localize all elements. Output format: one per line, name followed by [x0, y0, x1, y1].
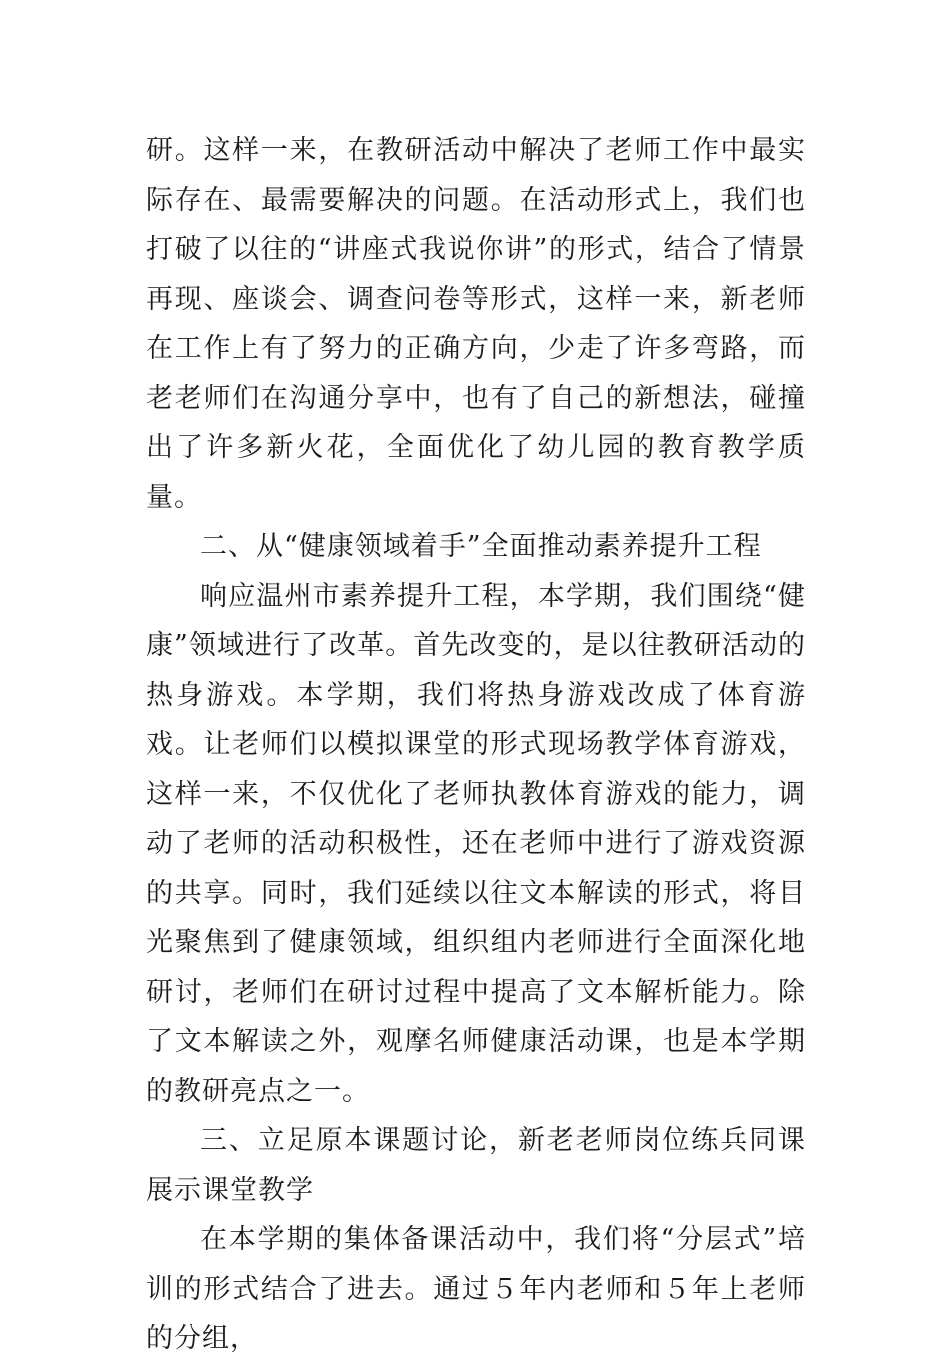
paragraph-collective-lesson-prep: 在本学期的集体备课活动中，我们将“分层式”培训的形式结合了进去。通过５年内老师和５年上老师的分组， — [146, 1224, 806, 1354]
document-body — [146, 126, 806, 1364]
section-heading-classroom-teaching: 三、立足原本课题讨论，新老老师岗位练兵同课展示课堂教学 — [146, 1125, 806, 1206]
paragraph-health-domain-reform: 响应温州市素养提升工程，本学期，我们围绕“健康”领域进行了改革。首先改变的，是以往教研活动的热身游戏。本学期，我们将热身游戏改成了体育游戏。让老师们以模拟课堂的形式现场教学体育游戏，这样一来，不仅优化了老师执教体育游戏的能力，调动了老师的活动积极性，还在老师中进行了游戏资源的共享。同时，我们延续以往文本解读的形式，将目光聚焦到了健康领域，组织组内老师进行全面深化地研讨，老师们在研讨过程中提高了文本解析能力。除了文本解读之外，观摩名师健康活动课，也是本学期的教研亮点之一。 — [146, 580, 806, 1107]
paragraph-teaching-research-outcome: 研。这样一来，在教研活动中解决了老师工作中最实际存在、最需要解决的问题。在活动形式上，我们也打破了以往的“讲座式我说你讲”的形式，结合了情景再现、座谈会、调查问卷等形式，这样一来，新老师在工作上有了努力的正确方向，少走了许多弯路，而老老师们在沟通分享中，也有了自己的新想法，碰撞出了许多新火花，全面优化了幼儿园的教育教学质量。 — [146, 135, 806, 513]
section-heading-health-domain: 二、从“健康领域着手”全面推动素养提升工程 — [200, 531, 762, 562]
